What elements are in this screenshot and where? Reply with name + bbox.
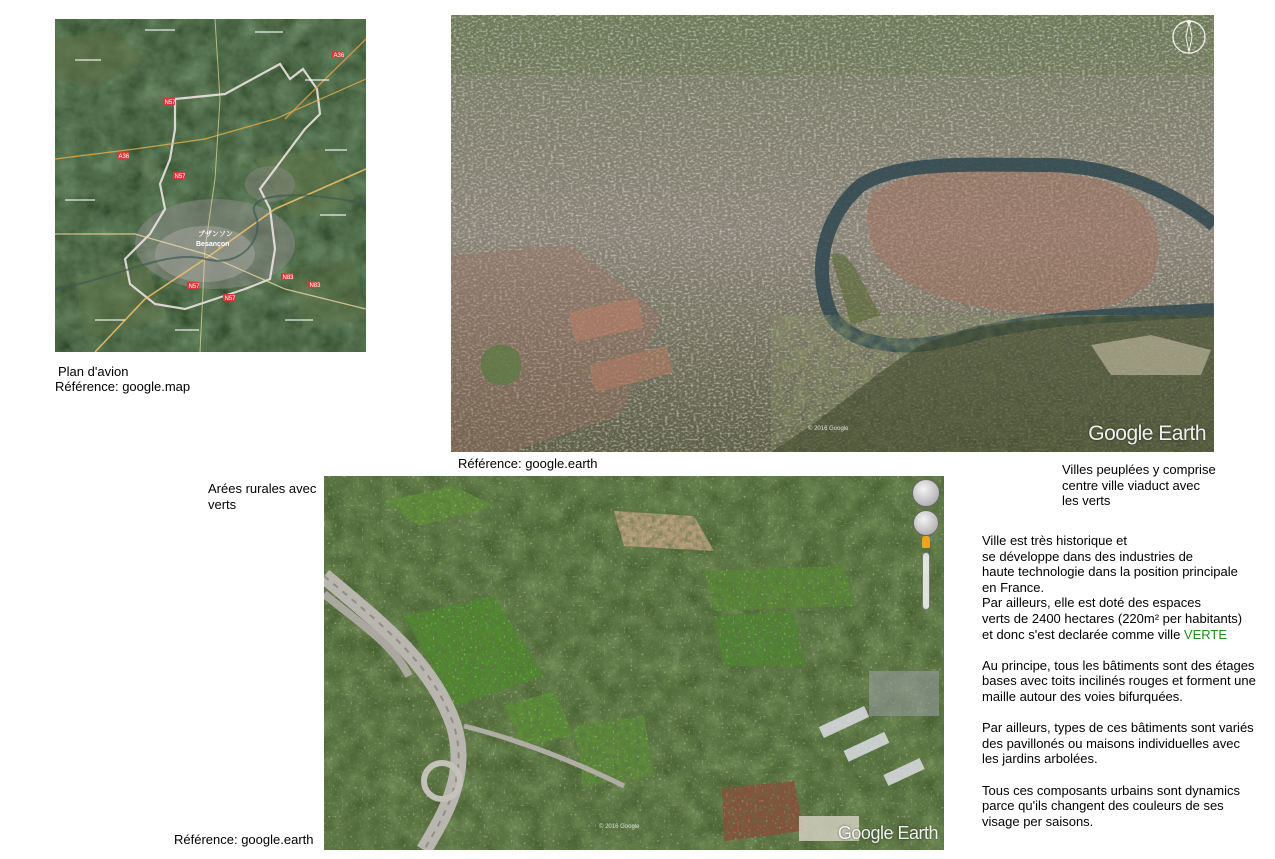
paragraph-history bbox=[982, 533, 1267, 642]
road-shield: N83 bbox=[309, 283, 321, 289]
text-line: verts de 2400 hectares (220m² per habitants) bbox=[982, 610, 1243, 626]
rural-aerial-image bbox=[324, 476, 944, 850]
text-line: maille autour des voies bifurquées. bbox=[982, 688, 1183, 704]
text-line: des pavillonés ou maisons individuelles avec bbox=[982, 735, 1240, 751]
map-caption-title: Plan d'avion bbox=[58, 364, 129, 379]
highlight-verte: VERTE bbox=[1183, 626, 1228, 642]
road-shield: N57 bbox=[164, 100, 176, 106]
text-line: Tous ces composants urbains sont dynamics bbox=[982, 782, 1240, 798]
copyright-text: © 2016 Google bbox=[599, 824, 640, 830]
road-shield: N57 bbox=[224, 296, 236, 302]
text-line: Par ailleurs, types de ces bâtiments sont variés bbox=[982, 720, 1254, 736]
zoom-slider-icon[interactable] bbox=[922, 552, 930, 610]
side-note-line: les verts bbox=[1062, 493, 1111, 508]
text-fragment: et donc s'est declarée comme ville bbox=[982, 626, 1184, 642]
road-shield: A36 bbox=[118, 154, 130, 160]
paragraph-buildings bbox=[982, 658, 1267, 705]
city-label-jp: ブザンソン bbox=[198, 231, 233, 238]
side-note-line: centre ville viaduct avec bbox=[1062, 478, 1201, 493]
text-line: Ville est très historique et bbox=[982, 533, 1127, 548]
map-caption-reference: Référence: google.map bbox=[55, 379, 191, 394]
pegman-icon[interactable] bbox=[922, 536, 930, 548]
road-shield: N57 bbox=[188, 284, 200, 290]
text-line: parce qu'ils changent des couleurs de ses bbox=[982, 798, 1224, 814]
text-line: haute technologie dans la position principale bbox=[982, 564, 1238, 580]
look-control-icon[interactable] bbox=[912, 479, 940, 507]
road-shield: N57 bbox=[174, 174, 186, 180]
rural-label-line: Arées rurales avec bbox=[208, 481, 317, 496]
city-label: Besançon bbox=[196, 241, 230, 248]
paragraph-types bbox=[982, 720, 1267, 767]
copyright-text: © 2016 Google bbox=[808, 426, 849, 432]
description-text bbox=[982, 533, 1267, 845]
satellite-map-image bbox=[55, 19, 366, 352]
text-line: Par ailleurs, elle est doté des espaces bbox=[982, 595, 1201, 611]
text-line: visage per saisons. bbox=[982, 813, 1094, 829]
move-control-icon[interactable] bbox=[913, 510, 939, 536]
compass-icon[interactable] bbox=[1170, 18, 1208, 56]
text-line: se développe dans des industries de bbox=[982, 548, 1194, 564]
text-line: les jardins arbolées. bbox=[982, 751, 1098, 767]
google-earth-watermark: Google Earth bbox=[837, 823, 938, 843]
aerial-city-image bbox=[451, 15, 1214, 452]
text-line: Au principe, tous les bâtiments sont des étages bbox=[982, 657, 1255, 673]
paragraph-seasons bbox=[982, 783, 1267, 830]
road-shield: A36 bbox=[333, 53, 345, 59]
road-shield: N83 bbox=[282, 275, 294, 281]
text-line: bases avec toits incilinés rouges et forment une bbox=[982, 673, 1256, 689]
side-note-line: Villes peuplées y comprise bbox=[1062, 462, 1216, 477]
text-line: en France. bbox=[982, 579, 1045, 595]
rural-caption-reference: Référence: google.earth bbox=[174, 832, 314, 847]
text-line-with-highlight bbox=[982, 627, 1267, 643]
google-earth-watermark: Google Earth bbox=[1088, 422, 1206, 445]
aerial-caption-reference: Référence: google.earth bbox=[458, 456, 598, 471]
rural-label-line: verts bbox=[208, 497, 237, 512]
